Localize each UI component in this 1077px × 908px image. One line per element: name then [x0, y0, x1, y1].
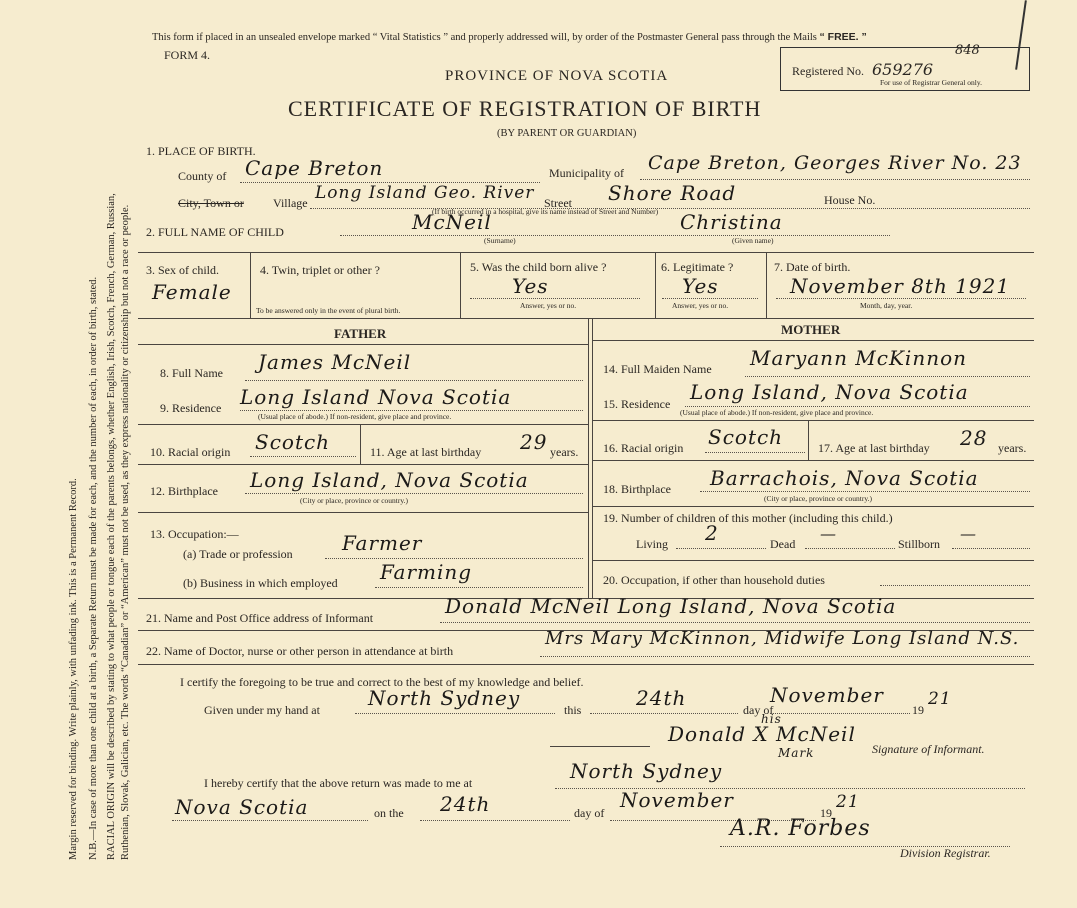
informant-label: 21. Name and Post Office address of Informant	[146, 611, 374, 625]
registrar-year: 21	[836, 792, 860, 812]
form-number: FORM 4.	[164, 48, 211, 62]
dead-value: —	[820, 524, 837, 543]
given-month-line	[770, 713, 910, 714]
date-label: 7. Date of birth.	[774, 260, 851, 274]
mail-notice-text: This form if placed in an unsealed envelope marked “ Vital Statistics ” and properly addressed will, by order of the Postmaster General pass through the Mails	[152, 32, 817, 43]
county-value: Cape Breton	[245, 156, 384, 180]
parents-divider	[592, 318, 593, 598]
grid-line	[250, 252, 251, 318]
certificate-title: CERTIFICATE OF REGISTRATION OF BIRTH	[288, 96, 762, 121]
registered-extra: 848	[955, 43, 980, 58]
mother-res-line	[685, 406, 1030, 407]
informant-signature: Donald X McNeil	[668, 722, 856, 746]
father-res-label: 9. Residence	[160, 401, 222, 415]
mother-bp-label: 18. Birthplace	[603, 482, 671, 496]
informant-value: Donald McNeil Long Island, Nova Scotia	[445, 594, 897, 618]
village-line	[310, 208, 1030, 209]
mother-heading: MOTHER	[781, 322, 841, 337]
registrar-day-of: day of	[574, 806, 605, 820]
grid-line	[766, 252, 767, 318]
living-label: Living	[636, 537, 668, 551]
given-month: November	[770, 683, 884, 707]
father-heading: FATHER	[334, 326, 387, 341]
stillborn-label: Stillborn	[898, 537, 941, 551]
grid-line	[592, 560, 1034, 561]
registrar-day: 24th	[440, 792, 491, 816]
mother-race-label: 16. Racial origin	[603, 441, 684, 455]
grid-line	[360, 424, 361, 464]
living-value: 2	[705, 521, 719, 545]
mother-name-value: Maryann McKinnon	[750, 346, 968, 370]
mother-bp-value: Barrachois, Nova Scotia	[710, 466, 979, 490]
city-town-struck: City, Town or	[178, 196, 244, 210]
registered-number: 659276	[872, 60, 934, 79]
grid-line	[592, 506, 1034, 507]
father-res-line	[240, 410, 583, 411]
father-bp-value: Long Island, Nova Scotia	[250, 468, 529, 492]
mother-res-note: (Usual place of abode.) If non-resident, give place and province.	[680, 408, 874, 417]
date-line	[776, 298, 1026, 299]
sex-label: 3. Sex of child.	[146, 263, 219, 277]
grid-line	[138, 252, 1034, 253]
registrar-place-2-line	[172, 820, 368, 821]
signature-label: Signature of Informant.	[872, 742, 985, 756]
grid-line	[592, 460, 1034, 461]
certificate-subtitle: (BY PARENT OR GUARDIAN)	[497, 128, 637, 139]
given-place: North Sydney	[368, 686, 521, 710]
given-label: Given under my hand at	[204, 703, 320, 717]
place-section: 1. PLACE OF BIRTH.	[146, 144, 256, 158]
legit-value: Yes	[682, 274, 719, 298]
mother-bp-line	[700, 491, 1030, 492]
alive-line	[470, 298, 640, 299]
twin-label: 4. Twin, triplet or other ?	[260, 263, 380, 277]
street-label: Street	[544, 196, 572, 210]
biz-line	[375, 587, 583, 588]
registrar-line: I hereby certify that the above return was made to me at	[204, 776, 473, 790]
mother-age-value: 28	[960, 426, 988, 450]
on-label: on the	[374, 806, 404, 820]
informant-line	[440, 622, 1030, 623]
margin-line-2: N.B.—In case of more than one child at a birth, a Separate Return must be made for each, and the number of each, in order of birth, stated.	[88, 276, 99, 860]
legit-line	[662, 298, 758, 299]
house-label: House No.	[824, 193, 876, 207]
father-name-line	[245, 380, 583, 381]
date-value: November 8th 1921	[790, 274, 1011, 298]
child-name-label: 2. FULL NAME OF CHILD	[146, 225, 284, 239]
given-day: 24th	[636, 686, 687, 710]
father-age-label: 11. Age at last birthday	[370, 445, 482, 459]
mother-race-line	[705, 452, 805, 453]
registrar-place-1: North Sydney	[570, 759, 723, 783]
stillborn-value: —	[960, 524, 977, 543]
child-given-name: Christina	[680, 210, 783, 234]
grid-line	[138, 664, 1034, 665]
trade-line	[325, 558, 583, 559]
province-heading: PROVINCE OF NOVA SCOTIA	[445, 68, 669, 84]
mother-res-value: Long Island, Nova Scotia	[690, 380, 969, 404]
doctor-value: Mrs Mary McKinnon, Midwife Long Island N.S.	[545, 628, 1020, 649]
registrar-month: November	[620, 788, 734, 812]
alive-value: Yes	[512, 274, 549, 298]
registrar-signature: A.R. Forbes	[730, 816, 871, 841]
alive-note: Answer, yes or no.	[520, 301, 577, 310]
registrar-label: Division Registrar.	[900, 846, 991, 860]
street-value: Shore Road	[608, 181, 737, 205]
mother-res-label: 15. Residence	[603, 397, 671, 411]
father-name-value: James McNeil	[258, 350, 412, 374]
grid-line	[592, 340, 1034, 341]
grid-line	[138, 512, 588, 513]
margin-line-3: RACIAL ORIGIN will be described by stating to what people or tongue each of the parents belongs, whether English, Irish, Scotch, French, German, Russian,	[106, 193, 117, 860]
given-day-line	[590, 713, 738, 714]
father-occ-label: 13. Occupation:—	[150, 527, 239, 541]
year-prefix: 19	[912, 703, 924, 717]
father-age-unit: years.	[550, 445, 579, 459]
dead-line	[805, 548, 895, 549]
mother-age-label: 17. Age at last birthday	[818, 441, 930, 455]
municipality-line	[640, 179, 1030, 180]
mother-children-label: 19. Number of children of this mother (including this child.)	[603, 511, 893, 525]
given-name-note: (Given name)	[732, 236, 774, 245]
grid-line	[138, 464, 588, 465]
mother-occ-label: 20. Occupation, if other than household duties	[603, 573, 825, 587]
biz-label: (b) Business in which employed	[183, 576, 338, 590]
signature-mark: Mark	[778, 746, 815, 760]
registered-label: Registered No.	[792, 64, 864, 78]
father-res-note: (Usual place of abode.) If non-resident, give place and province.	[258, 412, 452, 421]
grid-line	[592, 420, 1034, 421]
biz-value: Farming	[380, 560, 473, 584]
twin-note: To be answered only in the event of plural birth.	[256, 306, 401, 315]
grid-line	[460, 252, 461, 318]
signature-his: his	[761, 712, 782, 726]
mother-bp-note: (City or place, province or country.)	[764, 494, 873, 503]
stillborn-line	[952, 548, 1030, 549]
this-label: this	[564, 703, 582, 717]
mail-notice-free: “ FREE. ”	[819, 31, 867, 43]
village-value: Long Island Geo. River	[315, 183, 535, 203]
mother-occ-line	[880, 585, 1030, 586]
grid-line	[138, 424, 588, 425]
legit-note: Answer, yes or no.	[672, 301, 729, 310]
village-label: Village	[273, 196, 308, 210]
father-res-value: Long Island Nova Scotia	[240, 385, 512, 409]
legit-label: 6. Legitimate ?	[661, 260, 734, 274]
alive-label: 5. Was the child born alive ?	[470, 260, 607, 274]
given-place-line	[355, 713, 555, 714]
registrar-day-line	[420, 820, 570, 821]
child-surname: McNeil	[412, 210, 492, 234]
father-race-line	[250, 456, 356, 457]
given-year: 21	[928, 689, 952, 709]
father-race-label: 10. Racial origin	[150, 445, 231, 459]
father-bp-label: 12. Birthplace	[150, 484, 218, 498]
county-label: County of	[178, 169, 227, 183]
father-bp-line	[245, 493, 583, 494]
certify-line: I certify the foregoing to be true and correct to the best of my knowledge and belief.	[180, 675, 584, 689]
dead-label: Dead	[770, 537, 796, 551]
mother-race-value: Scotch	[708, 425, 784, 449]
parents-divider	[588, 318, 589, 598]
margin-line-1: Margin reserved for binding. Write plainly, with unfading ink. This is a Permanent Record.	[68, 478, 79, 860]
living-line	[676, 548, 766, 549]
mail-notice	[152, 31, 867, 43]
father-age-value: 29	[520, 430, 548, 454]
registrar-year-prefix: 19	[820, 806, 832, 820]
grid-line	[138, 344, 588, 345]
date-note: Month, day, year.	[860, 301, 913, 310]
margin-line-4: Ruthenian, Slovak, Galician, etc. The words “Canadian” or “American” must not be used, as they express nationality or citizenship but not a race or people.	[120, 204, 131, 860]
municipality-value: Cape Breton, Georges River No. 23	[648, 152, 1022, 174]
trade-label: (a) Trade or profession	[183, 547, 293, 561]
grid-line	[655, 252, 656, 318]
mother-name-label: 14. Full Maiden Name	[603, 362, 712, 376]
signature-rule	[550, 746, 650, 747]
mother-age-unit: years.	[998, 441, 1027, 455]
doctor-label: 22. Name of Doctor, nurse or other person in attendance at birth	[146, 644, 454, 658]
grid-line	[808, 420, 809, 460]
hospital-note: (If birth occurred in a hospital, give its name instead of Street and Number)	[432, 207, 659, 216]
father-name-label: 8. Full Name	[160, 366, 223, 380]
surname-note: (Surname)	[484, 236, 516, 245]
mother-name-line	[745, 376, 1030, 377]
sex-value: Female	[152, 280, 232, 304]
father-bp-note: (City or place, province or country.)	[300, 496, 409, 505]
father-race-value: Scotch	[255, 430, 331, 454]
registered-note: For use of Registrar General only.	[880, 78, 982, 87]
trade-value: Farmer	[342, 531, 423, 555]
doctor-line	[540, 656, 1030, 657]
municipality-label: Municipality of	[549, 166, 624, 180]
day-of-label: day of	[743, 703, 774, 717]
registrar-place-2: Nova Scotia	[175, 795, 309, 819]
child-name-line	[340, 235, 890, 236]
grid-line	[138, 318, 1034, 319]
